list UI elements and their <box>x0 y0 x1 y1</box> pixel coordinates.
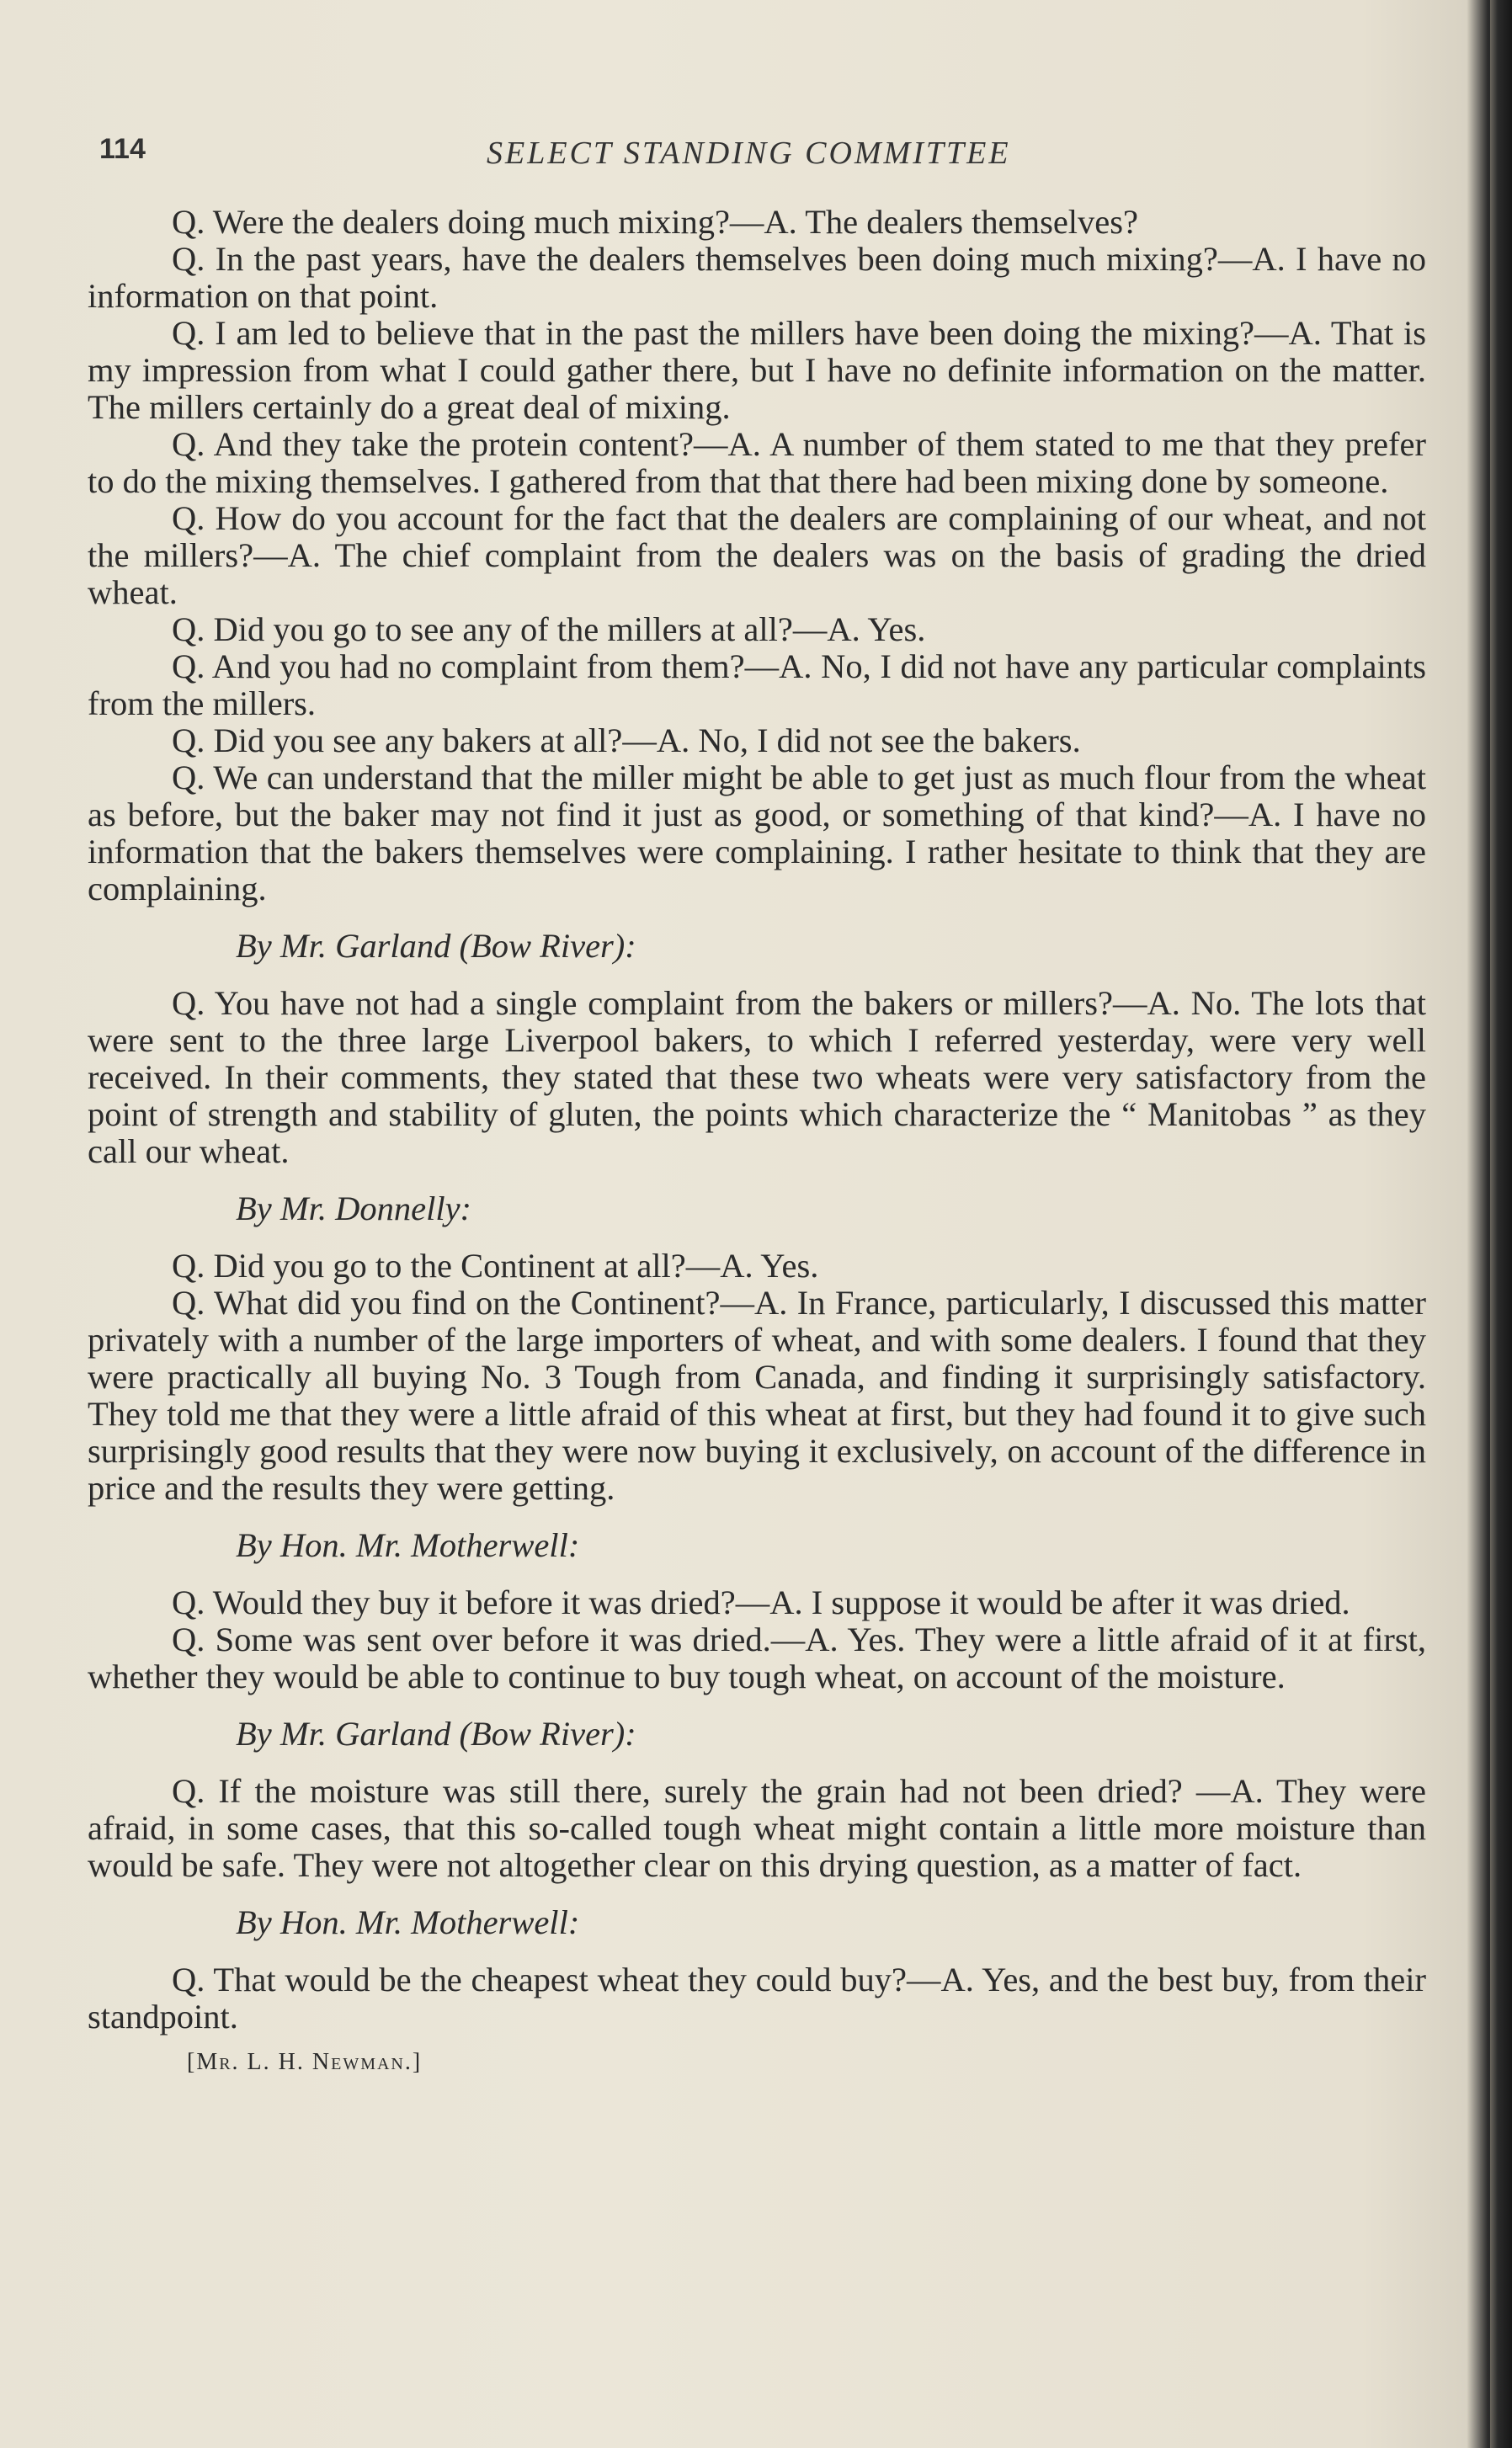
paragraph: Q. What did you find on the Continent?—A. In France, particularly, I discussed this matter privately with a number of the large importers of wheat, and with some dealers. I found that they were practically all buying No. 3 Tough from Canada, and finding it surprisingly satisfactory. They told me that they were a little afraid of this wheat at first, but they had found it to give such surprisingly good results that they were now buying it exclusively, on account of the difference in price and the results they were getting. <box>88 1284 1426 1507</box>
page-number: 114 <box>99 133 146 165</box>
speaker-heading: By Hon. Mr. Motherwell: <box>236 1526 580 1564</box>
running-head: SELECT STANDING COMMITTEE <box>487 136 1011 171</box>
speaker-heading: By Mr. Donnelly: <box>236 1189 472 1227</box>
paragraph: Q. In the past years, have the dealers themselves been doing much mixing?—A. I have no information on that point. <box>88 240 1426 315</box>
witness-reference: [Mr. L. H. Newman.] <box>187 2049 423 2075</box>
paragraph: Q. And they take the protein content?—A. A number of them stated to me that they prefer to do the mixing themselves. I gathered from that that there had been mixing done by someone. <box>88 425 1426 500</box>
paragraph: Q. Some was sent over before it was dried.—A. Yes. They were a little afraid of it at first, whether they would be able to continue to buy tough wheat, on account of the moisture. <box>88 1620 1426 1695</box>
paragraph: Q. Would they buy it before it was dried?—A. I suppose it would be after it was dried. <box>172 1583 1350 1621</box>
paragraph: Q. Did you see any bakers at all?—A. No, I did not see the bakers. <box>172 721 1081 759</box>
paragraph: Q. And you had no complaint from them?—A. No, I did not have any particular complaints from the millers. <box>88 647 1426 722</box>
speaker-heading: By Mr. Garland (Bow River): <box>236 927 636 965</box>
speaker-heading: By Mr. Garland (Bow River): <box>236 1715 636 1753</box>
speaker-heading: By Hon. Mr. Motherwell: <box>236 1903 580 1941</box>
paragraph: Q. How do you account for the fact that the dealers are complaining of our wheat, and not the millers?—A. The chief complaint from the dealers was on the basis of grading the dried wheat. <box>88 499 1426 611</box>
paragraph: Q. If the moisture was still there, surely the grain had not been dried? —A. They were afraid, in some cases, that this so-called tough wheat might contain a little more moisture than would be safe. They were not altogether clear on this drying question, as a matter of fact. <box>88 1772 1426 1884</box>
paragraph: Q. Did you go to the Continent at all?—A. Yes. <box>172 1247 819 1285</box>
paragraph: Q. Were the dealers doing much mixing?—A. The dealers themselves? <box>172 203 1139 241</box>
paragraph: Q. You have not had a single complaint from the bakers or millers?—A. No. The lots that were sent to the three large Liverpool bakers, to which I referred yesterday, were very well received. In their comments, they stated that these two wheats were very satisfactory from the point of strength and stability of gluten, the points which characterize the “ Manitobas ” as they call our wheat. <box>88 984 1426 1170</box>
page-header <box>99 133 1429 184</box>
paragraph: Q. That would be the cheapest wheat they could buy?—A. Yes, and the best buy, from their standpoint. <box>88 1961 1426 2036</box>
paragraph: Q. Did you go to see any of the millers at all?—A. Yes. <box>172 610 926 648</box>
paragraph: Q. I am led to believe that in the past the millers have been doing the mixing?—A. That is my impression from what I could gather there, but I have no definite information on the matter. The millers certainly do a great deal of mixing. <box>88 314 1426 426</box>
book-spine-shadow <box>1490 0 1512 2448</box>
page-body <box>88 204 1426 2081</box>
paragraph: Q. We can understand that the miller might be able to get just as much flour from the wheat as before, but the baker may not find it just as good, or something of that kind?—A. I have no information that the bakers themselves were complaining. I rather hesitate to think that they are complaining. <box>88 758 1426 907</box>
